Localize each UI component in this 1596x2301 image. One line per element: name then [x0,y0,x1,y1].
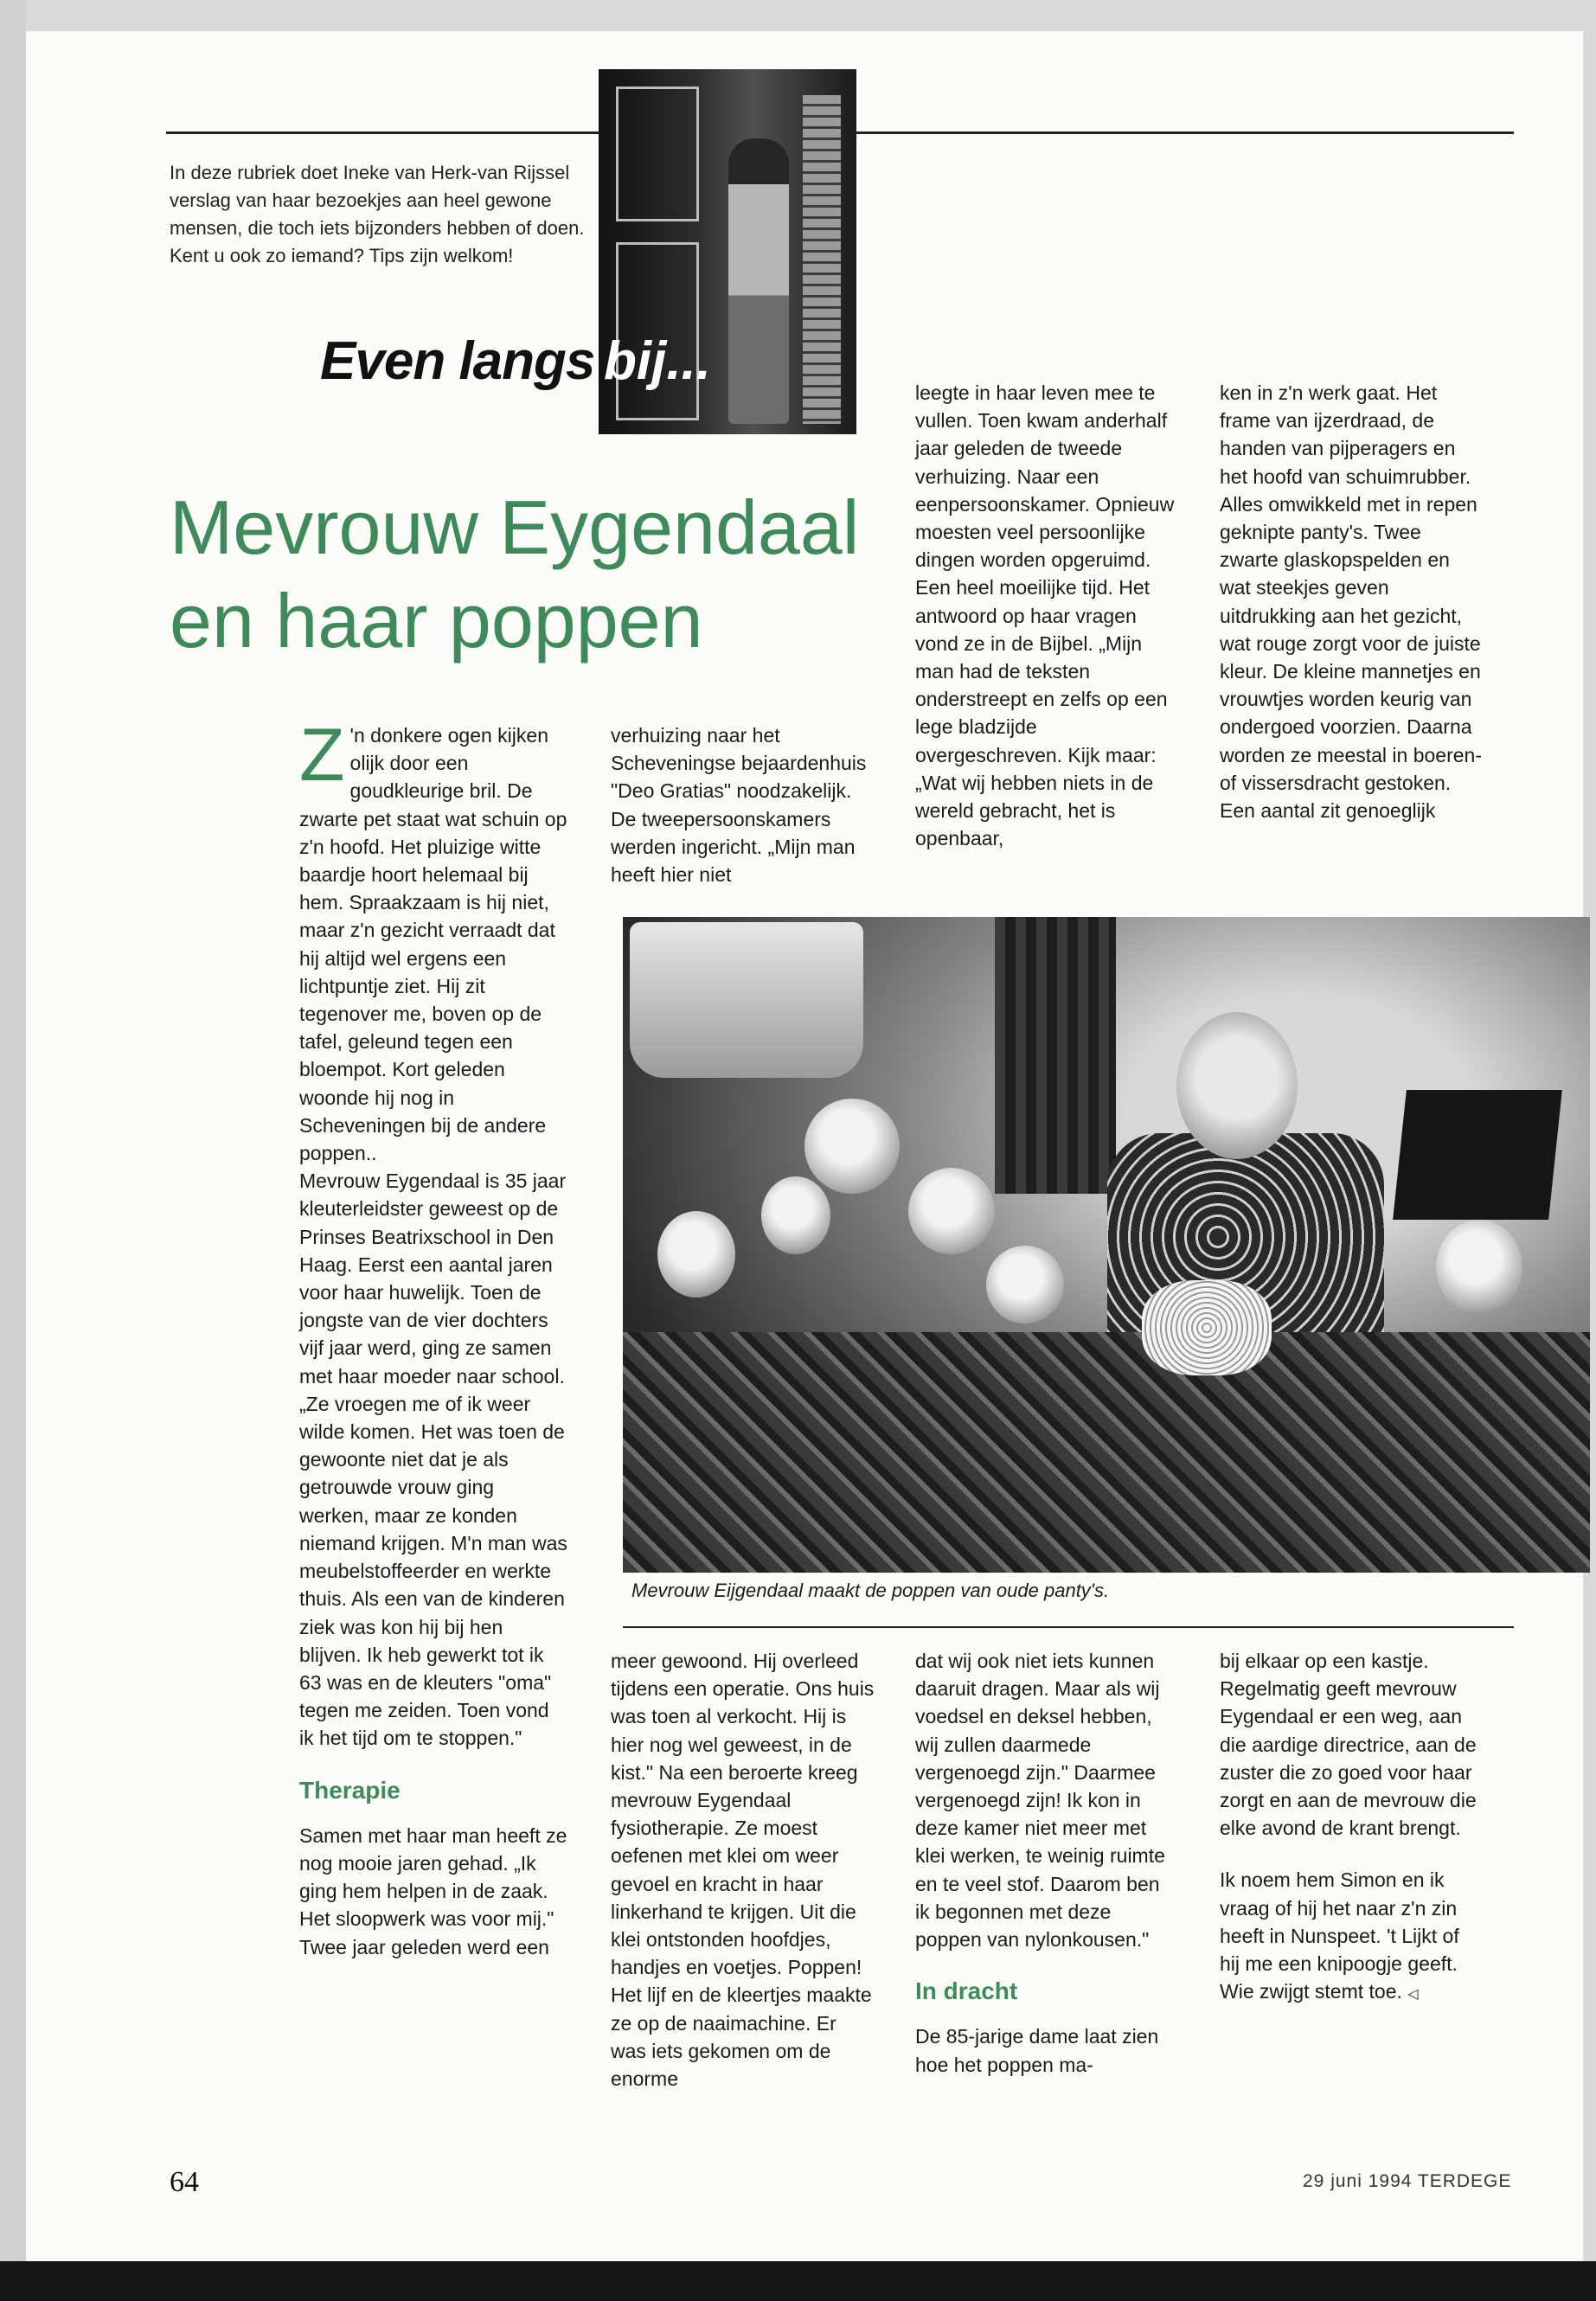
doll [986,1246,1064,1324]
column-4-bottom [1220,1647,1484,2009]
paragraph: dat wij ook niet iets kunnen daaruit dragen. Maar als wij voedsel en deksel hebben, wij zullen daarmede vergenoegd zijn." Daarmee vergenoegd zijn! Ik kon in deze kamer niet meer met klei werken, te weinig ruimte en te veel stof. Daarom ben ik begonnen met deze poppen van nylonkousen." [915,1650,1165,1952]
subhead-therapie: Therapie [299,1776,401,1804]
paragraph: meer gewoond. Hij overleed tijdens een operatie. Ons huis was toen al verkocht. Hij is hier nog wel geweest, in de kist." Na een beroerte kreeg mevrouw Eygendaal fysiotherapie. Ze moest oefenen met klei om weer gevoel en kracht in haar linkerhand te krijgen. Uit die klei ontstonden hoofdjes, handjes en voetjes. Poppen! Het lijf en de kleertjes maakte ze op de naaimachine. Er was iets gekomen om de enorme [611,1650,875,2091]
headline-line-1: Mevrouw Eygendaal [170,484,860,570]
intro-text: In deze rubriek doet Ineke van Herk-van Rijssel verslag van haar bezoekjes aan heel gewone mensen, die toch iets bijzonders hebben of doen. Kent u ook zo iemand? Tips zijn welkom! [170,162,585,266]
paragraph: verhuizing naar het Scheveningse bejaardenhuis "Deo Gratias" noodzakelijk. De tweepersoonskamers werden ingericht. „Mijn man heeft hier niet [611,724,867,887]
column-2-top [611,721,875,888]
doll [657,1211,735,1298]
brick-wall [803,95,841,424]
headline [170,481,896,668]
doll [804,1099,900,1194]
drop-cap: Z [299,714,345,797]
caption-rule [623,1626,1514,1628]
column-2-bottom [611,1647,875,2093]
woman-figure [728,138,789,424]
paragraph: Samen met haar man heeft ze nog mooie jaren gehad. „Ik ging hem helpen in de zaak. Het sloopwerk was voor mij." Twee jaar geleden werd een [299,1823,567,1958]
paragraph: Mevrouw Eygendaal is 35 jaar kleuterleidster geweest op de Prinses Beatrixschool in Den Haag. Eerst een aantal jaren voor haar huwelijk. Toen de jongste van de vier dochters vijf jaar werd, ging ze samen met haar moeder naar school. „Ze vroegen me of ik weer wilde komen. Het was toen de gewoonte niet dat je als getrouwde vrouw ging werken, maar ze konden niemand krijgen. M'n man was meubelstoffeerder en werkte thuis. Als een van de kinderen ziek was kon hij bij hen blijven. Ik heb gewerkt tot ik 63 was en de kleuters "oma" tegen me zeiden. Toen vond ik het tijd om te stoppen." [299,1170,567,1750]
page-number: 64 [170,2166,199,2198]
photo-caption: Mevrouw Eijgendaal maakt de poppen van oude panty's. [631,1580,1110,1601]
lamp-shade-right [1393,1090,1562,1220]
paragraph: leegte in haar leven mee te vullen. Toen kwam anderhalf jaar geleden de tweede verhuizing. Naar een eenpersoonskamer. Opnieuw moesten veel persoonlijke dingen worden opgeruimd. Een heel moeilijke tijd. Het antwoord op haar vragen vond ze in de Bijbel. „Mijn man had de teksten onderstreept en zelfs op een lege bladzijde overgeschreven. Kijk maar: „Wat wij hebben niets in de wereld gebracht, het is openbaar, [915,381,1175,850]
paragraph: bij elkaar op een kastje. Regelmatig geeft mevrouw Eygendaal er een weg, aan die aardige directrice, aan de zuster die zo goed voor haar zorgt en aan de mevrouw die elke avond de krant brengt. [1220,1650,1477,1840]
column-3-bottom [915,1647,1179,2079]
column-1 [299,714,567,1961]
door-panel [616,87,699,221]
scan-bottom-band [0,2261,1596,2301]
patterned-tablecloth [623,1332,1590,1573]
top-rule-left [166,131,599,134]
doll [1436,1220,1522,1315]
column-4-top [1220,379,1484,824]
column-3-top [915,379,1179,852]
closing-paragraph: Ik noem hem Simon en ik vraag of hij het naar z'n zin heeft in Nunspeet. 't Lijkt of hij me een knipoogje geeft. Wie zwijgt stemt toe. ◁ [1220,1868,1459,2003]
issue-line: 29 juni 1994 TERDEGE [1303,2171,1512,2191]
scan-edge [0,0,26,2301]
woman-head [1176,1012,1298,1159]
subhead-in-dracht: In dracht [915,1977,1018,2005]
doll [761,1176,830,1254]
column-kicker: Even langs [320,331,595,391]
doll [908,1168,995,1254]
column-kicker-tail: bij... [604,331,711,391]
lead-paragraph: Z 'n donkere ogen kijken olijk door een goudkleurige bril. De zwarte pet staat wat schuin op z'n hoofd. Het pluizige witte baardje hoort helemaal bij hem. Spraakzaam is hij niet, maar z'n gezicht verraadt dat hij altijd wel ergens een lichtpuntje ziet. Hij zit tegenover me, boven op de tafel, geleund tegen een bloempot. Kort geleden woonde hij nog in Scheveningen bij de andere poppen.. [299,714,567,1165]
top-rule-right [856,131,1514,134]
magazine-page [26,31,1583,2261]
lace-doily [1142,1280,1272,1375]
curtain [995,917,1116,1194]
paragraph: ken in z'n werk gaat. Het frame van ijzerdraad, de handen van pijperagers en het hoofd van schuimrubber. Alles omwikkeld met in repen geknipte panty's. Twee zwarte glaskopspelden en wat steekjes geven uitdrukking aan het gezicht, wat rouge zorgt voor de juiste kleur. De kleine mannetjes en vrouwtjes worden keurig van ondergoed voorzien. Daarna worden ze meestal in boeren- of vissersdracht gestoken. Een aantal zit genoeglijk [1220,381,1482,823]
end-mark-icon: ◁ [1407,1987,1419,2003]
headline-line-2: en haar poppen [170,578,703,663]
lamp-shade [630,922,863,1078]
main-photo [623,917,1590,1573]
paragraph: De 85-jarige dame laat zien hoe het poppen ma- [915,2025,1159,2076]
